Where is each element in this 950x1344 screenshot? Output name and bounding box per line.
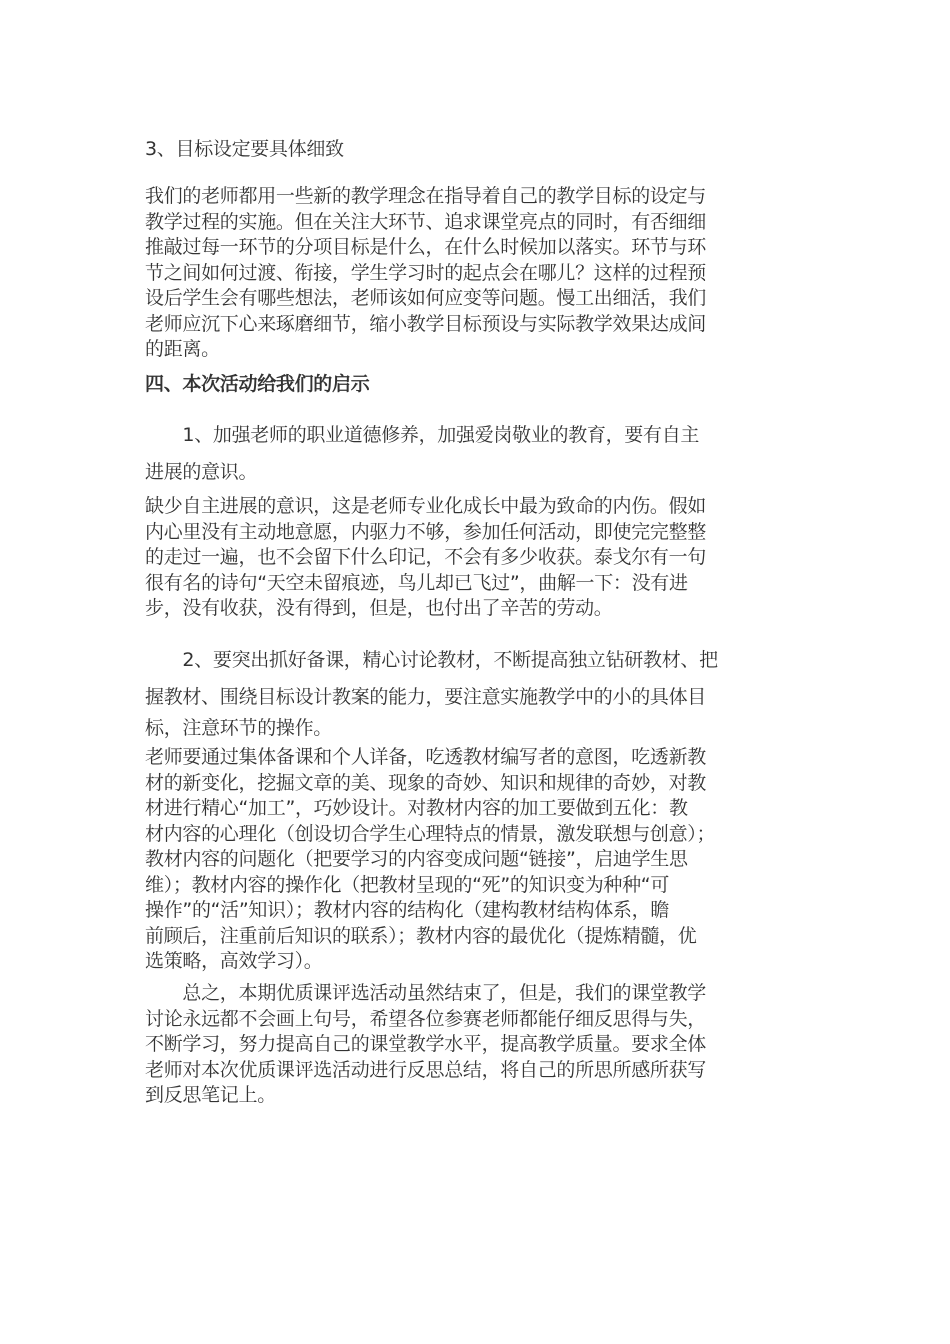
text-line: 总之，本期优质课评选活动虽然结束了，但是，我们的课堂教学	[145, 982, 707, 1004]
text-line: 老师对本次优质课评选活动进行反思总结，将自己的所思所感所获写	[145, 1058, 707, 1081]
text-line: 1、加强老师的职业道德修养，加强爱岗敬业的教育，要有自主	[145, 424, 700, 446]
text-line: 维）；教材内容的操作化（把教材呈现的“死”的知识变为种种“可	[145, 873, 670, 896]
section-3-title: 3、目标设定要具体细致	[145, 138, 344, 160]
text-line: 的走过一遍，也不会留下什么印记，不会有多少收获。泰戈尔有一句	[145, 546, 707, 568]
section-3-body	[145, 184, 810, 363]
text-line: 握教材、围绕目标设计教案的能力，要注意实施教学中的小的具体目	[145, 686, 707, 708]
point-2-title	[145, 642, 810, 742]
text-line: 很有名的诗句“天空未留痕迹，鸟儿却已飞过”，曲解一下：没有进	[145, 571, 688, 594]
text-line: 老师应沉下心来琢磨细节，缩小教学目标预设与实际教学效果达成间	[145, 312, 707, 335]
text-line: 老师要通过集体备课和个人详备，吃透教材编写者的意图，吃透新教	[145, 746, 707, 768]
text-line: 讨论永远都不会画上句号，希望各位参赛老师都能仔细反思得与失，	[145, 1007, 707, 1030]
text-line: 2、要突出抓好备课，精心讨论教材，不断提高独立钻研教材、把	[145, 649, 718, 671]
point-2-body	[145, 745, 810, 975]
text-line: 标，注意环节的操作。	[145, 717, 333, 739]
text-line: 内心里没有主动地意愿，内驱力不够，参加任何活动，即使完完整整	[145, 520, 707, 543]
text-line: 节之间如何过渡、衔接，学生学习时的起点会在哪儿？这样的过程预	[145, 261, 707, 284]
text-line: 推敲过每一环节的分项目标是什么，在什么时候加以落实。环节与环	[145, 236, 707, 258]
text-line: 步，没有收获，没有得到，但是，也付出了辛苦的劳动。	[145, 597, 613, 619]
text-line: 材进行精心“加工”，巧妙设计。对教材内容的加工要做到五化：教	[145, 797, 688, 819]
text-line: 缺少自主进展的意识，这是老师专业化成长中最为致命的内伤。假如	[145, 495, 707, 517]
text-line: 设后学生会有哪些想法，老师该如何应变等问题。慢工出细活，我们	[145, 287, 707, 309]
point-1-body	[145, 494, 810, 622]
text-line: 到反思笔记上。	[145, 1084, 276, 1106]
text-line: 教学过程的实施。但在关注大环节、追求课堂亮点的同时，有否细细	[145, 210, 707, 233]
text-line: 教材内容的问题化（把要学习的内容变成问题“链接”，启迪学生思	[145, 848, 688, 870]
text-line: 的距离。	[145, 338, 220, 360]
text-line: 材的新变化，挖掘文章的美、现象的奇妙、知识和规律的奇妙，对教	[145, 771, 707, 794]
point-1-title	[145, 417, 810, 491]
text-line: 选策略，高效学习）。	[145, 950, 323, 972]
part-4-heading: 四、本次活动给我们的启示	[145, 373, 370, 395]
text-line: 我们的老师都用一些新的教学理念在指导着自己的教学目标的设定与	[145, 185, 707, 207]
text-line: 不断学习，努力提高自己的课堂教学水平，提高教学质量。要求全体	[145, 1033, 707, 1055]
text-line: 操作”的“活”知识）；教材内容的结构化（建构教材结构体系，瞻	[145, 899, 670, 921]
text-line: 进展的意识。	[145, 461, 258, 483]
text-line: 材内容的心理化（创设切合学生心理特点的情景，激发联想与创意）；	[145, 822, 716, 845]
conclusion-paragraph	[145, 981, 810, 1109]
text-line: 前顾后，注重前后知识的联系）；教材内容的最优化（提炼精髓，优	[145, 924, 697, 947]
